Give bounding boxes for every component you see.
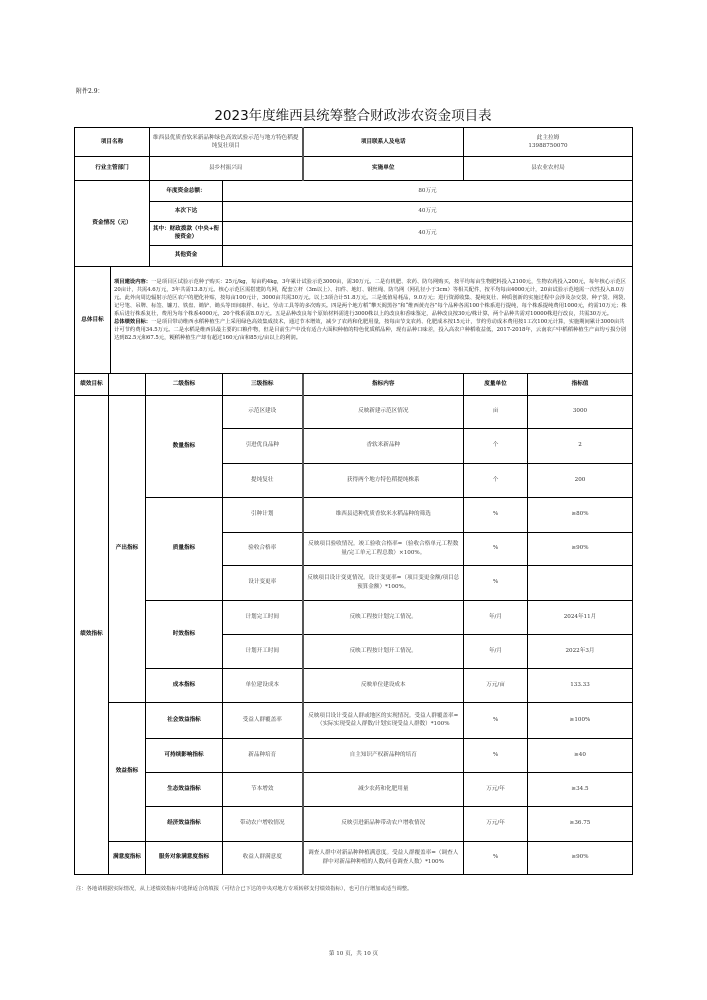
- content-text: 一是项目区试验示范种子购买：25元/kg，每亩约4kg，3年累计试验示范3000亩，需30万元。二是有机肥、农药、防鸟网购买，按平均每亩生物肥料投入2100元，生物农药投入200元，每年核心示范区20亩计，共需4.6万元，3年共需13.8万元。核心示范区需搭建防鸟网，配套立杆（3m以上）、扣件、地钉、钢丝绳、防鸟网（网孔径小于3cm）等相关配件，按平均每亩4000元计，20亩试验示范地需一次性投入8.0万元。此外向周边辐射示范区农户的肥化补贴，按每亩100元计，3000亩共需30万元。以上3项合计51.8万元。三是低值易耗品，9.0万元；进行资源收集、提纯复壮、种质创新的实施过程中会涉及杂交袋、种子袋、网袋、记号笔、吊牌、标签、镰刀、铁盘、锄铲、锄头等田间取样、标记、劳动工具等的多次购买。四是两个地方稻“攀天阁黑谷”和“维西黄壳谷”每个品种各需100个株系进行提纯，每个株系提纯费用1000元，约需10万元；株系后进行株系复壮，费用为每个株系4000元，20个株系需8.0万元。五是品种改良每个原始材料需进行3000株以上的改良和香味鉴定，品种改良按30元/株计算，两个品种共需对10000株进行改良，共需30万元。: [114, 278, 629, 317]
- content: 维西县适种优质香软米水稻品种的筛选: [303, 497, 464, 532]
- level3: 受益人群覆盖率: [223, 702, 303, 738]
- value: 2024年11月: [528, 600, 633, 634]
- level3: 新品种培育: [223, 738, 303, 772]
- dept-value: 县乡村振兴局: [150, 157, 303, 181]
- level3: 计划完工时间: [223, 600, 303, 634]
- value: [528, 565, 633, 600]
- funding-row-value: 80万元: [223, 181, 633, 201]
- content: 反映项目设计受益人群或地区的实现情况。受益人群覆盖率=（实际实现受益人群数/计划实现受益人群数）*100%: [303, 702, 464, 738]
- value: ≥90%: [528, 532, 633, 565]
- header-level2: 二级指标: [146, 374, 223, 395]
- content: 反映引进新品种带动农户增收情况: [303, 806, 464, 841]
- level3: 验收合格率: [223, 532, 303, 565]
- section-label: 绩效指标: [75, 395, 109, 874]
- project-name-label: 项目名称: [75, 128, 150, 157]
- table-row: [75, 395, 633, 428]
- overall-goal-table: [74, 267, 633, 375]
- value: 2022年3月: [528, 634, 633, 668]
- level2-service-satisfaction: 服务对象满意度指标: [146, 841, 223, 874]
- unit: 万元/年: [464, 772, 528, 806]
- unit: 亩: [464, 395, 528, 428]
- header-row: [75, 374, 633, 395]
- value: 133.33: [528, 668, 633, 702]
- content: 反映项目设计变更情况。设计变更率=（项目变更金额/项目总预算金额）*100%。: [303, 565, 464, 600]
- unit: %: [464, 841, 528, 874]
- impl-value: 县农业农村局: [464, 157, 633, 181]
- level2-quantity: 数量指标: [146, 395, 223, 497]
- unit: %: [464, 702, 528, 738]
- project-info-table: [74, 127, 633, 181]
- level1-benefit: 效益指标: [109, 702, 146, 841]
- table-row: [75, 497, 633, 532]
- header-goal: 绩效目标: [75, 374, 109, 395]
- value: ≥80%: [528, 497, 633, 532]
- funding-label: 资金情况（元）: [75, 181, 150, 266]
- unit: 万元/亩: [464, 668, 528, 702]
- level1-satisfaction: 满意度指标: [109, 841, 146, 874]
- level1-output: 产出指标: [109, 395, 146, 702]
- perf-text: 一是项目带动维西水稻种植生产上采用绿色高效集成技术，通过节本增效，减少了农药和化肥用量，按每亩节支农药、化肥成本按15元计，节约劳动成本费用按1工次100元计算，实施期间累计3000亩共计可节约费用34.5万元。二是水稻是维西县最主要的口粮作物，但是目前生产中没有适合大面积种植的特色优质稻品种，现有品种口味差，投入高农户种稻收益低，2017-2018年，云南农户中稻稻种植生产亩均亏损分别达到82.5元和67.5元，粳稻种植生产却有超过160元/亩和85元/亩以上的利润。: [114, 318, 626, 341]
- content: 反映项目验收情况。竣工验收合格率=（验收合格单元工程数量/完工单元工程总数）×100%。: [303, 532, 464, 565]
- level2-ecological: 生态效益指标: [146, 772, 223, 806]
- attachment-label: 附件2.9：: [76, 88, 104, 95]
- header-content: 指标内容: [303, 374, 464, 395]
- content-title: 项目建设内容：: [114, 278, 152, 285]
- value: ≥34.5: [528, 772, 633, 806]
- unit: 个: [464, 428, 528, 463]
- contact-phone: 13988750070: [528, 143, 568, 149]
- unit: 年/月: [464, 634, 528, 668]
- table-row: [75, 668, 633, 702]
- level3: 单位建设成本: [223, 668, 303, 702]
- funding-row-value: 40万元: [223, 201, 633, 221]
- unit: 万元/年: [464, 806, 528, 841]
- level3: 提纯复壮: [223, 463, 303, 497]
- content: 调查人群中对新品种种植满意度。受益人群覆盖率=（调查人群中对新品种种植的人数/问卷调查人数）*100%: [303, 841, 464, 874]
- level2-sustainable: 可持续影响指标: [146, 738, 223, 772]
- level3: 设计变更率: [223, 565, 303, 600]
- value: 2: [528, 428, 633, 463]
- value: ≥90%: [528, 841, 633, 874]
- unit: 个: [464, 463, 528, 497]
- content: 反映单位建设成本: [303, 668, 464, 702]
- content: 反映工程按计划开工情况。: [303, 634, 464, 668]
- content: 获得两个地方特色稻提纯株系: [303, 463, 464, 497]
- header-level3: 三级指标: [223, 374, 303, 395]
- level3: 计划开工时间: [223, 634, 303, 668]
- funding-row-label: 本次下达: [150, 201, 223, 221]
- table-row: [75, 806, 633, 841]
- content: 反映工程按计划完工情况。: [303, 600, 464, 634]
- perf-title: 总体绩效目标：: [114, 318, 152, 325]
- unit: %: [464, 532, 528, 565]
- content: 香软米新品种: [303, 428, 464, 463]
- value: 200: [528, 463, 633, 497]
- dept-label: 行业主管部门: [75, 157, 150, 181]
- level3: 示范区建设: [223, 395, 303, 428]
- project-name: 维西县优质香软米新品种绿色高效试验示范与地方特色稻提纯复壮项目: [150, 128, 303, 157]
- level2-social: 社会效益指标: [146, 702, 223, 738]
- funding-table: [74, 181, 633, 267]
- contact-label: 项目联系人及电话: [303, 128, 464, 157]
- value: ≥100%: [528, 702, 633, 738]
- table-row: [75, 738, 633, 772]
- page-title: 2023年度维西县统筹整合财政涉农资金项目表: [214, 108, 492, 124]
- impl-label: 实施单位: [303, 157, 464, 181]
- level2-economic: 经济效益指标: [146, 806, 223, 841]
- performance-table: [74, 374, 633, 875]
- level3: 带动农户增收情况: [223, 806, 303, 841]
- level3: 引进优良品种: [223, 428, 303, 463]
- value: ≥36.75: [528, 806, 633, 841]
- unit: %: [464, 738, 528, 772]
- unit: 年/月: [464, 600, 528, 634]
- level3: 节本增效: [223, 772, 303, 806]
- contact-cell: [464, 128, 633, 157]
- content: 自主知识产权新品种的培育: [303, 738, 464, 772]
- contact-name: 此主拉姆: [536, 134, 560, 141]
- table-row: [75, 702, 633, 738]
- value: 3000: [528, 395, 633, 428]
- table-row: [75, 600, 633, 634]
- footnote: 注：各地请根据实际情况，从上述绩效指标中选择适合的填报（可结合已下达的中央对地方专项转移支付绩效指标），也可自行增加或适当调整。: [76, 886, 413, 892]
- level2-quality: 质量指标: [146, 497, 223, 600]
- level2-cost: 成本指标: [146, 668, 223, 702]
- table-row: [75, 772, 633, 806]
- level3: 引种计划: [223, 497, 303, 532]
- value: ≥40: [528, 738, 633, 772]
- header-value: 指标值: [528, 374, 633, 395]
- header-unit: 度量单位: [464, 374, 528, 395]
- project-table: [74, 127, 632, 875]
- unit: %: [464, 497, 528, 532]
- overall-goal-text: [111, 267, 633, 374]
- level2-timeliness: 时效指标: [146, 600, 223, 668]
- funding-row-label: 其他资金: [150, 245, 223, 266]
- content: 减少农药和化肥用量: [303, 772, 464, 806]
- funding-row-value: [223, 245, 633, 266]
- funding-row-label: 年度资金总额：: [150, 181, 223, 201]
- unit: %: [464, 565, 528, 600]
- page-number: 第 10 页，共 10 页: [328, 951, 379, 957]
- level3: 收益人群满意度: [223, 841, 303, 874]
- overall-goal-label: 总体目标: [75, 267, 111, 374]
- funding-row-value: 40万元: [223, 221, 633, 245]
- funding-row-label: 其中：财政拨款（中央+衔接资金）: [150, 221, 223, 245]
- content: 反映新建示范区情况: [303, 395, 464, 428]
- table-row: [75, 841, 633, 874]
